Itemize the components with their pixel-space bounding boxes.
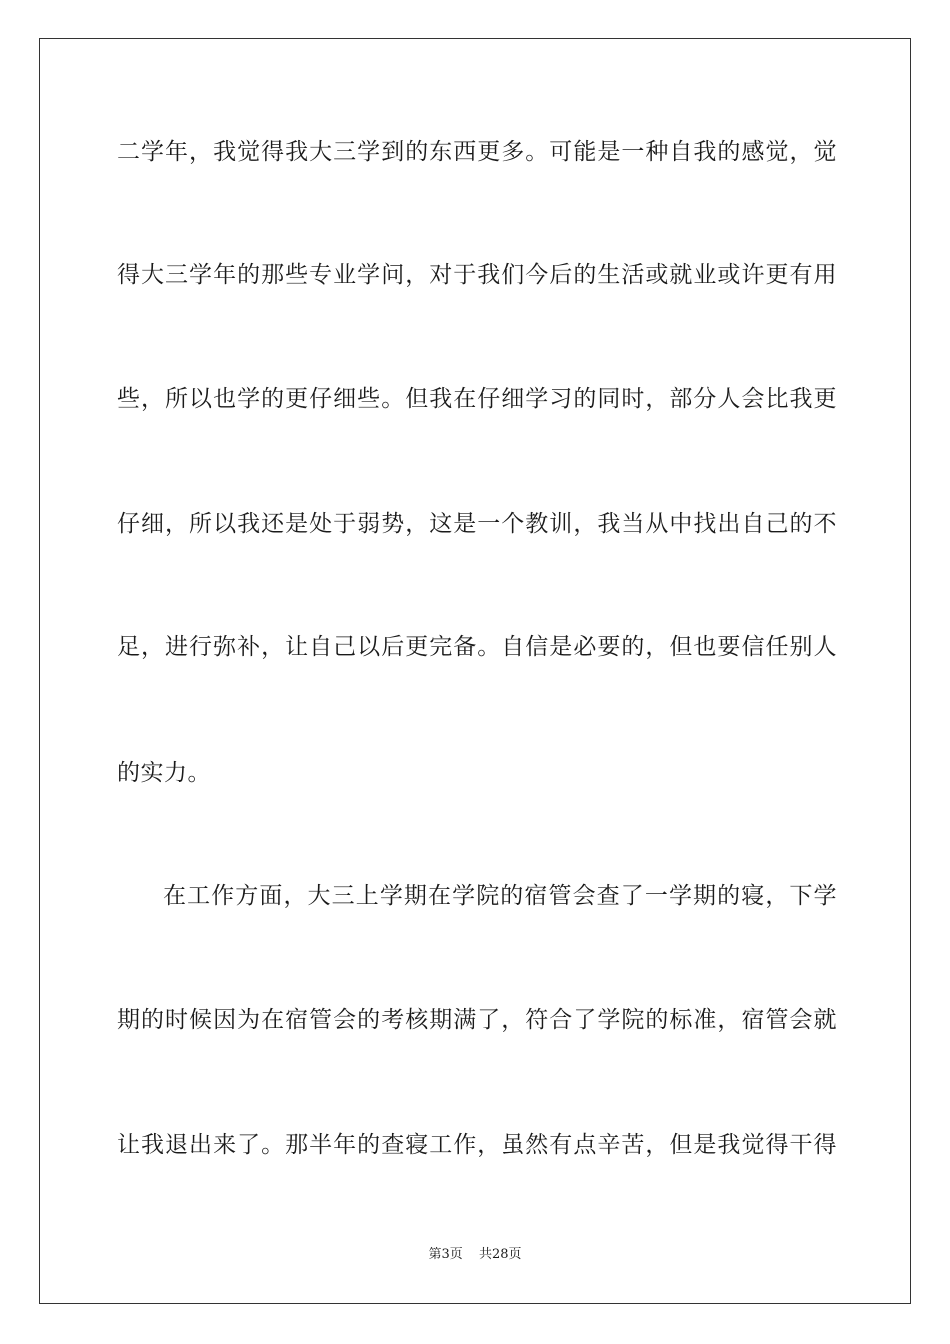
- text-line-8: 期的时候因为在宿管会的考核期满了，符合了学院的标准，宿管会就: [117, 1007, 837, 1033]
- page-number: 第3页: [428, 1247, 463, 1262]
- page-total: 共28页: [478, 1247, 522, 1262]
- text-line-7: 在工作方面，大三上学期在学院的宿管会查了一学期的寝，下学: [163, 883, 837, 909]
- text-line-6: 的实力。: [117, 760, 211, 786]
- page-footer: [0, 1246, 950, 1264]
- text-line-4: 仔细，所以我还是处于弱势，这是一个教训，我当从中找出自己的不: [117, 511, 837, 537]
- text-line-5: 足，进行弥补，让自己以后更完备。自信是必要的，但也要信任别人: [117, 634, 837, 660]
- text-line-3: 些，所以也学的更仔细些。但我在仔细学习的同时，部分人会比我更: [117, 386, 837, 412]
- text-line-1: 二学年，我觉得我大三学到的东西更多。可能是一种自我的感觉，觉: [117, 139, 837, 165]
- page-border: [39, 38, 911, 1304]
- text-line-2: 得大三学年的那些专业学问，对于我们今后的生活或就业或许更有用: [117, 262, 837, 288]
- text-line-9: 让我退出来了。那半年的查寝工作，虽然有点辛苦，但是我觉得干得: [117, 1132, 837, 1158]
